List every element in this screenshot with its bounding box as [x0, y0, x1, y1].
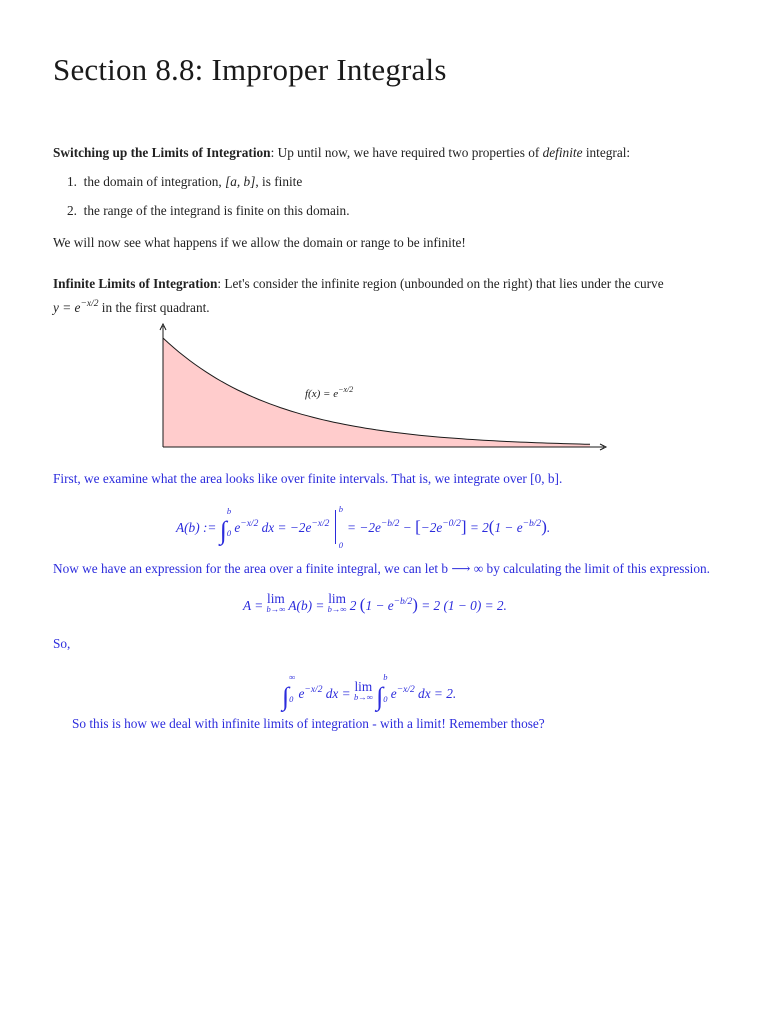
eq1-eval-lower: 0 [338, 540, 343, 550]
eq2-coeff: 2 [346, 598, 357, 613]
limit-operator [266, 591, 286, 614]
lim-word: lim [354, 679, 373, 694]
lim-subscript: b→∞ [266, 604, 286, 614]
curve-label: $f(x) = e^{-x/2}$ [305, 385, 354, 400]
lim-word: lim [267, 591, 285, 606]
eq3-dx: dx = [322, 686, 354, 701]
step2-paragraph: Now we have an expression for the area over a finite integral, we can let b ⟶ ∞ by calculating the limit of this expression. [53, 561, 710, 576]
eq1-upper-limit: b [226, 506, 232, 516]
evaluation-bar [335, 504, 344, 550]
eq2-paren-open: ( [359, 595, 366, 614]
eq1-bracket-close: ] [460, 517, 467, 536]
intro-heading: Switching up the Limits of Integration [53, 145, 271, 160]
list-item [67, 174, 302, 190]
limit-operator [353, 679, 373, 702]
page-title: Section 8.8: Improper Integrals [53, 52, 447, 87]
transition-paragraph: We will now see what happens if we allow the domain or range to be infinite! [53, 235, 466, 250]
eq2-lhs: A = [243, 598, 267, 613]
so-label: So, [53, 636, 71, 651]
eq2-mid: A(b) = [285, 598, 328, 613]
eq1-end: . [546, 520, 551, 535]
infinite-text-b: in the first quadrant. [98, 300, 210, 315]
list-item-number: 1. [67, 174, 77, 189]
eq1-term3: = 2 [466, 520, 489, 535]
step1-paragraph: First, we examine what the area looks like over finite intervals. That is, we integrate over [0, b]. [53, 471, 563, 486]
eq1-integrand: e [234, 520, 241, 535]
eq3-integrand: e [298, 686, 305, 701]
eq3-integrand-2-exp: −x/2 [396, 685, 415, 695]
area-graph [150, 320, 610, 455]
list-item-text: the range of the integrand is finite on this domain. [83, 203, 350, 218]
eq1-term2-exp: −0/2 [442, 519, 461, 529]
eq3-lower-limit: 0 [289, 694, 294, 704]
eq1-lhs: A(b) := [176, 520, 217, 535]
eq2-inner-exp: −b/2 [393, 597, 413, 607]
eq3-lower-limit-2: 0 [383, 694, 388, 704]
integral-sign: ∫ [219, 516, 227, 545]
lim-word: lim [328, 591, 346, 606]
intro-emph: definite [542, 145, 583, 160]
shaded-area [163, 338, 590, 447]
list-item-text-end: , is finite [255, 174, 303, 189]
list-item-text: the domain of integration, [83, 174, 226, 189]
curve-exponent: −x/2 [80, 299, 99, 309]
eq3-integrand-exp: −x/2 [304, 685, 323, 695]
list-item-number: 2. [67, 203, 77, 218]
eq2-inner: 1 − e [365, 598, 394, 613]
eq3-end: dx = 2. [414, 686, 457, 701]
eq2-paren-close: ) [412, 595, 418, 614]
eq1-lower-limit: 0 [226, 528, 232, 538]
integral-sign: ∫ [282, 682, 290, 711]
list-item-math: [a, b] [225, 174, 256, 189]
eq1-term2: −2e [420, 520, 443, 535]
eq2-end: = 2 (1 − 0) = 2. [417, 598, 507, 613]
list-item [67, 203, 350, 219]
closing-paragraph: So this is how we deal with infinite limits of integration - with a limit! Remember those? [72, 716, 545, 731]
equation-improper-integral [282, 666, 456, 712]
intro-text-a: : Up until now, we have required two properties of [270, 145, 543, 160]
eq1-bracket-open: [ [415, 517, 421, 536]
lim-subscript: b→∞ [327, 604, 347, 614]
eq1-term4-exp: −b/2 [522, 519, 542, 529]
equation-limit [243, 591, 507, 615]
equation-area-finite [176, 500, 551, 550]
eq1-integrand-exp: −x/2 [240, 519, 259, 529]
eq1-eval-upper: b [338, 504, 343, 514]
curve-expression: y = e [53, 300, 81, 315]
eq1-anti-exp: −x/2 [311, 519, 330, 529]
eq1-term1-exp: −b/2 [380, 519, 400, 529]
eq1-paren-close: ) [541, 517, 547, 536]
infinite-text-a: : Let's consider the infinite region (unbounded on the right) that lies under the curve [217, 276, 664, 291]
eq3-integrand-2: e [390, 686, 397, 701]
infinite-heading: Infinite Limits of Integration [53, 276, 218, 291]
eq1-dx: dx = −2e [258, 520, 312, 535]
eq1-term4: 1 − e [494, 520, 523, 535]
lim-subscript: b→∞ [353, 692, 373, 702]
eq1-paren-open: ( [488, 517, 495, 536]
limit-operator [327, 591, 347, 614]
intro-text-b: integral: [582, 145, 631, 160]
eq1-minus: − [399, 520, 416, 535]
infinite-paragraph [53, 273, 723, 318]
integral-sign: ∫ [376, 682, 384, 711]
intro-paragraph [53, 142, 733, 163]
eq1-term1: = −2e [347, 520, 381, 535]
eq3-upper-limit: ∞ [289, 672, 296, 682]
eq3-upper-limit-2: b [383, 672, 388, 682]
